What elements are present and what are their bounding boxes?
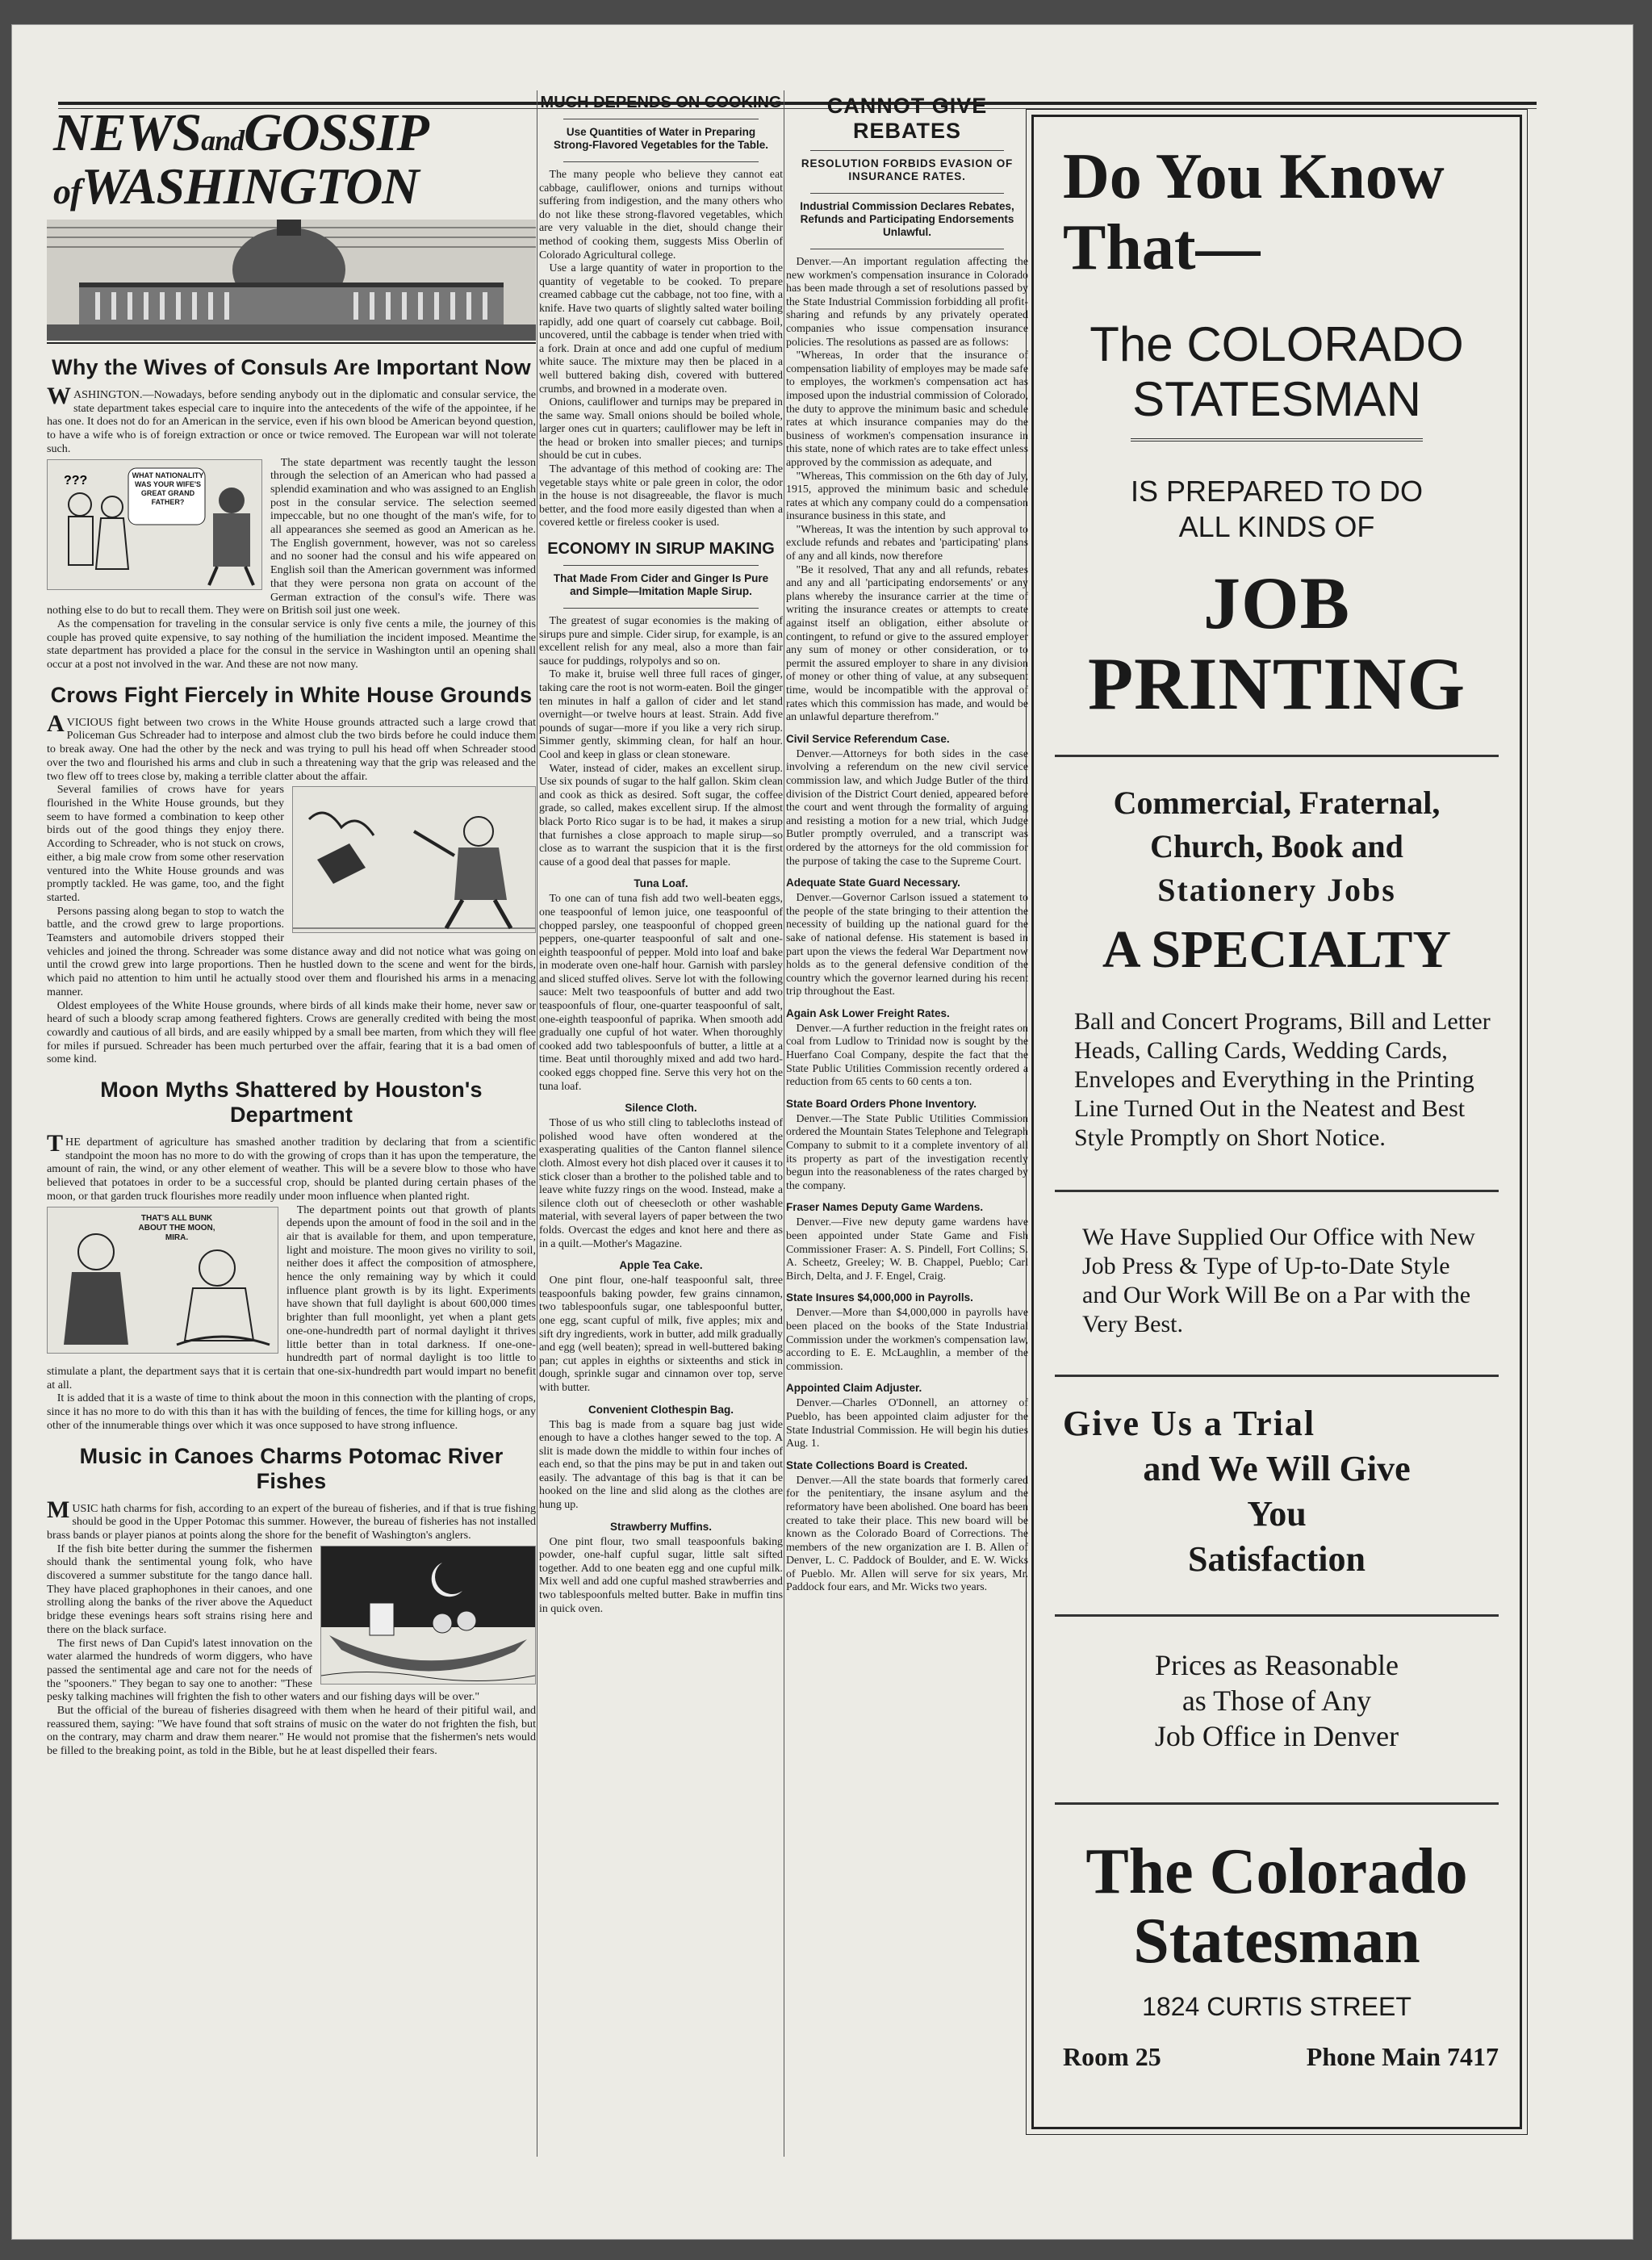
subhead-news: State Insures $4,000,000 in Payrolls. bbox=[786, 1291, 973, 1304]
deck: Industrial Commission Declares Rebates, Refunds and Participating Endorsements Unlawful. bbox=[800, 200, 1014, 238]
headline-rule bbox=[810, 150, 1004, 151]
ad-statesman: STATESMAN bbox=[1132, 372, 1421, 426]
ad-prepared: IS PREPARED TO DO bbox=[1130, 475, 1424, 508]
ad-stationery: Stationery Jobs bbox=[1157, 872, 1396, 908]
subhead-silence-cloth: Silence Cloth. bbox=[625, 1102, 697, 1115]
ad-phone: Phone Main 7417 bbox=[1306, 2042, 1499, 2071]
ad-rule bbox=[1055, 1802, 1499, 1805]
headline-sirup: ECONOMY IN SIRUP MAKING bbox=[547, 540, 775, 559]
cartoon-bubble-text: WHAT NATIONALITY WAS YOUR WIFE'S GREAT GRAND FATHER? bbox=[132, 471, 204, 506]
article-paragraph: Denver.—All the state boards that formerly cared for the penitentiary, the insane asylum and the reformatory have been abolished. One board has been created to take their place. This new board will be known as the Colorado Board of Corrections. The members of the new organization are I. B. Allen of Denver, L. C. Paddock of Boulder, and E. W. Wicks of Pueblo. Mr. Allen will serve for six years, Mr. Paddock four ears, and Mr. Wicks two years. bbox=[786, 1474, 1028, 1594]
cartoon-bubble-text: THAT'S ALL BUNK ABOUT THE MOON, MIRA. bbox=[138, 1213, 215, 1242]
article-paragraph: But the official of the bureau of fisheries disagreed with them when he heard of their pitiful wail, and reassured them, saying: "We have found that soft strains of music on the water do not frighten the fish, but on the contrary, may charm and draw them nearer." He would not promise that the fishermen's nets would be filled to the breaking point, as told in the Bible, but he at least dispelled their fears. bbox=[47, 1704, 536, 1758]
headline-music: Music in Canoes Charms Potomac River Fishes bbox=[79, 1443, 504, 1493]
ad-rule bbox=[1055, 1614, 1499, 1617]
ad-church: Church, Book and bbox=[1150, 828, 1403, 864]
article-paragraph: Those of us who still cling to tablecloths instead of polished wood have often wondered at the exasperating qualities of the Canton flannel silence cloth. Almost every hot dish placed over it causes it to stick closer than a brother to the polished table and to leave white fuzzy rings on the wood. Instead, make a silence cloth out of cheesecloth or other washable material, with several layers of paper between the two folds. Overcast the edges and knot here and there as in a quilt.—Mother's Magazine. bbox=[539, 1117, 783, 1250]
headline-rebates: CANNOT GIVE REBATES bbox=[826, 94, 988, 143]
article-paragraph: Water, instead of cider, makes an excellent sirup. Use six pounds of sugar to the half gallon. Skim clean and cook as thick as desired. Soft sugar, the coffee grade, so called, makes excellent sirup. If the almost black Porto Rico sugar is to be had, it makes a sirup that furnishes a close approach to maple sirup—so close as to warrant the suspicion that it is the first cause of a good deal that passes for maple. bbox=[539, 762, 783, 868]
canoe-cartoon bbox=[320, 1546, 536, 1685]
article-paragraph: THE department of agriculture has smashed another tradition by declaring that from a scientific standpoint the moon has no more to do with the growing of crops than it has upon the temperature, the amount of rain, the wind, or any other element of weather. This will be a severe blow to those who have believed that potatoes in order to be a successful crop, should be planted during certain phases of the moon, or that garden truck flourishes more readily under moon influence when planted right. bbox=[47, 1130, 536, 1203]
ad-prices: Prices as Reasonable bbox=[1155, 1649, 1399, 1681]
consul-cartoon bbox=[47, 459, 262, 590]
column-household bbox=[539, 90, 783, 2165]
article-paragraph: One pint flour, two small teaspoonfuls baking powder, one-half cupful sugar, little salt sifted together. Add to one beaten egg and one cupful milk. Mix well and add one cupful mashed strawberries and two tablespoonfuls melted butter. Bake in muffin tins in quick oven. bbox=[539, 1535, 783, 1615]
article-paragraph: One pint flour, one-half teaspoonful salt, three teaspoonfuls baking powder, few grains cinnamon, two tablespoonfuls sugar, one tablespoonful butter, one egg, scant cupful of milk, five apples; mix and sift dry ingredients, work in butter, add milk gradually and egg (well beaten); spread in well-buttered baking pan; cut apples in eighths or sixteenths and stick in dough, sprinkle sugar and cinnamon over top, serve with butter. bbox=[539, 1274, 783, 1394]
masthead-news: NEWS bbox=[53, 103, 202, 162]
masthead-and: and bbox=[201, 124, 245, 157]
masthead bbox=[47, 90, 536, 344]
article-paragraph: "Whereas, This commission on the 6th day of July, 1915, approved the minimum basic and schedule rates at which any company could do a compensation insurance business in this state, and bbox=[786, 470, 1028, 523]
article-paragraph: Several families of crows have for years flourished in the White House grounds, but they seem to have formed a combination to keep other birds out of the good things they enjoy there. According to Schreader, who is not stuck on crows, either, a big male crow from some other reservation ventured into the White House grounds and was promptly tackled. He was game, too, and the fight started. bbox=[47, 783, 284, 904]
ad-the-colorado-footer: The Colorado bbox=[1085, 1836, 1468, 1907]
subhead-news: State Board Orders Phone Inventory. bbox=[786, 1097, 977, 1110]
article-paragraph: Denver.—Five new deputy game wardens have been appointed under State Game and Fish Commissioner Fraser: A. S. Pindell, Fort Collins; S. A. Scheetz, Greeley; W. B. Chappel, Pueblo; Carl Birch, Delta, and J. F. Engel, Craig. bbox=[786, 1216, 1028, 1283]
subhead-muffins: Strawberry Muffins. bbox=[609, 1520, 713, 1533]
subhead-news: Again Ask Lower Freight Rates. bbox=[786, 1007, 950, 1019]
headline-cooking: MUCH DEPENDS ON COOKING bbox=[540, 94, 782, 111]
subhead-clothespin: Convenient Clothespin Bag. bbox=[588, 1403, 734, 1416]
deck: RESOLUTION FORBIDS EVASION OF INSURANCE RATES. bbox=[801, 157, 1014, 182]
ad-you: You bbox=[1247, 1494, 1307, 1534]
ad-do-you-know: Do You Know bbox=[1063, 141, 1445, 212]
article-paragraph: The greatest of sugar economies is the making of sirups pure and simple. Cider sirup, for example, is an excellent relish for any meal, also a more than fair sauce for puddings, rolypolys and so on. bbox=[539, 615, 783, 668]
article-paragraph: This bag is made from a square bag just wide enough to have a clothes hanger sewed to the top. A slit is made down the middle to within four inches of each end, so that the pins may be put in and taken out easily. The advantage of this bag is that it can be hooked on the line and slid along as the clothes are hung up. bbox=[539, 1418, 783, 1512]
article-paragraph: Persons passing along began to stop to watch the battle, and the crowd grew to large proportions. Teamsters and automobile drivers stopped their vehicles and joined the throng. Schreader was some distance away and did not notice what was going on until the crowd grew into large proportions. Then he hustled down to the scene and went for the birds, which paid no attention to him until he actually stood over them and flourished his arms in a menacing manner. bbox=[47, 904, 536, 998]
article-paragraph: The advantage of this method of cooking are: The vegetable stays white or pale green in color, the odor in the house is not disagreeable, the flavor is much better, and the food more easily digested than when a covered kettle or fireless cooker is used. bbox=[539, 463, 783, 529]
masthead-line-2 bbox=[53, 157, 419, 217]
column-colorado-news bbox=[786, 90, 1028, 2165]
article-paragraph: "Be it resolved, That any and all refunds, rebates and any and all 'participating endorsements' or any plans whereby the insurance carrier at the time of writing the insurance creates or attempts to create against itself an obligation, either absolute or contingent, to refund or give to the assured employer any sum of money or other consideration, or to permit the assured employer to share in any division of money or other thing of value, at any subsequent time, would be incompatible with the approval of rates which this commission has made, and would be an unlawful departure therefrom." bbox=[786, 563, 1028, 724]
headline-rule bbox=[563, 565, 759, 566]
article-paragraph: It is added that it is a waste of time to think about the moon in this connection with the planting of crops, since it has no more to do with this than it has with the building of fences, the time for killing hogs, or any other of the innumerable things over which it was once supposed to have strong influence. bbox=[47, 1392, 536, 1432]
ad-commercial: Commercial, Fraternal, bbox=[1113, 785, 1441, 821]
masthead-of: of bbox=[53, 172, 82, 211]
deck: Use Quantities of Water in Preparing Strong-Flavored Vegetables for the Table. bbox=[553, 126, 769, 151]
article-paragraph: The department points out that growth of plants depends upon the amount of food in the soil and in the air that is available for them, and upon temperature, light and moisture. The moon gives no virility to soil, neither does it affect the composition of atmosphere, hence the only remaining way by which it could influence plant growth is by its light. Experiments have shown that full daylight is about 600,000 times brighter than full moonlight, yet when a plant gets one-one-hundredth part of normal daylight it thrives little better than in total darkness. If one-one-hundredth part of normal daylight is too little to stimulate a plant, the department says that it is certain that one-six-hundredth part would impart no benefit at all. bbox=[47, 1203, 536, 1392]
article-paragraph: Denver.—The State Public Utilities Commission ordered the Mountain States Telephone and Telegraph Company to submit to it a complete inventory of all its property as part of the investigation recently begun into the reasonableness of the rates charged by the company. bbox=[786, 1112, 1028, 1192]
crows-cartoon bbox=[292, 786, 536, 933]
moon-cartoon bbox=[47, 1207, 278, 1354]
article-paragraph: The many people who believe they cannot eat cabbage, cauliflower, onions and turnips without suffering from indigestion, and the many others who do not like these strong-flavored vegetables, which are very valuable in the diet, should change their method of cooking them, suggests Miss Oberlin of Colorado Agricultural college. bbox=[539, 169, 783, 262]
ad-rule bbox=[1055, 1190, 1499, 1192]
article-paragraph: The first news of Dan Cupid's latest innovation on the water alarmed the hundreds of worm diggers, who have passed the sentimental age and care not for the needs of the "spooners." They began to say one to another: "These pesky talking machines will frighten the fish to other waters and our fishing days will be over." bbox=[47, 1636, 480, 1704]
ad-rule bbox=[1131, 438, 1423, 442]
ad-contact-row bbox=[1063, 2042, 1499, 2072]
subhead-news: State Collections Board is Created. bbox=[786, 1459, 968, 1471]
article-paragraph: As the compensation for traveling in the consular service is only five cents a mile, the journey of this couple has proved quite expensive, to say nothing of the humiliation the incident imposed. Meantime the state department has provided a place for the consul in the service in Washington until an opening shall occur at a post not involved in the war. And these are not now many. bbox=[47, 617, 536, 672]
article-paragraph: Denver.—More than $4,000,000 in payrolls have been placed on the books of the State Industrial Commission under the workmen's compensation law, according to E. E. McLaughlin, a member of the commission. bbox=[786, 1307, 1028, 1373]
subhead-news: Civil Service Referendum Case. bbox=[786, 732, 950, 745]
article-paragraph: Denver.—Attorneys for both sides in the case involving a referendum on the new civil service commission law, and which Judge Butler of the third division of the District Court denied, appeared before the court and went through the formality of arguing and resisting a motion for a new trial, which Judge Butler promptly overruled, and a transcript was ordered by the attorneys for the old commission for the purpose of taking the case to the Supreme Court. bbox=[786, 747, 1028, 868]
article-paragraph: To make it, bruise well three full races of ginger, taking care the root is not worm-eaten. Boil the ginger ten minutes in half a gallon of cider and let stand overnight—or twelve hours at least. Strain. Add five pounds of sugar—more if you like a very rich sirup. Simmer gently, skimming clean, for half an hour. Cool and keep in glass or clean stoneware. bbox=[539, 668, 783, 761]
subhead-tuna: Tuna Loaf. bbox=[634, 877, 688, 890]
cartoon-marks: ??? bbox=[64, 473, 88, 488]
subhead-news: Appointed Claim Adjuster. bbox=[786, 1382, 922, 1395]
ad-those-of-any: as Those of Any bbox=[1181, 1685, 1372, 1717]
column-washington-gossip bbox=[47, 90, 536, 2165]
subhead-apple-cake: Apple Tea Cake. bbox=[619, 1259, 703, 1272]
article-paragraph: Denver.—Governor Carlson issued a statement to the people of the state bringing to their attention the necessity of building up the national guard for the sake of national defense. His statement is based in part upon the views the federal War Department now holds as to the general defensive condition of the country which the governor learned during his recent trip throughout the East. bbox=[786, 892, 1028, 998]
masthead-washington: WASHINGTON bbox=[81, 157, 419, 215]
article-paragraph: AVICIOUS fight between two crows in the White House grounds attracted such a large crowd that Policeman Gus Schreader had to interpose and almost club the two birds before he could induce them to break away. One had the other by the neck and was trying to pull his head off when Schreader stood over the two and flourished his arms and club in such a threatening way that the grip was released and the two flew off to trees close by, making a terrible clatter about the affair. bbox=[47, 709, 536, 783]
headline-consuls: Why the Wives of Consuls Are Important Now bbox=[52, 355, 531, 379]
ad-rule bbox=[1055, 1375, 1499, 1377]
article-paragraph: Use a large quantity of water in proportion to the quantity of vegetable to be cooked. To prepare creamed cabbage cut the cabbage, not too fine, with a knife. Have two quarts of slightly salted water boiling rapidly, add one quart of coarsely cut cabbage. Boil, uncovered, until the cabbage is tender when tried with a fork. Drain at once and add one cupful of medium white sauce. The mixture may then be placed in a well buttered baking dish, covered with buttered crumbs, and browned in a moderate oven. bbox=[539, 262, 783, 396]
ad-we-will-give: and We Will Give bbox=[1143, 1449, 1411, 1488]
ad-address: 1824 CURTIS STREET bbox=[1142, 1992, 1412, 2021]
article-paragraph: Denver.—A further reduction in the freight rates on coal from Ludlow to Trinidad now is sought by the Huerfano Coal Company, despite the fact that the State Public Utilities Commission recently ordered a reduction from 65 cents to 60 cents a ton. bbox=[786, 1022, 1028, 1089]
ad-satisfaction: Satisfaction bbox=[1188, 1539, 1366, 1579]
ad-all-kinds: ALL KINDS OF bbox=[1178, 510, 1375, 543]
ad-give-us-trial: Give Us a Trial bbox=[1063, 1404, 1316, 1443]
article-paragraph: Oldest employees of the White House grounds, where birds of all kinds make their home, never saw or heard of such a bloody scrap among feathered fighters. Crows are generally credited with being the most cowardly and cautious of all birds, and are easily whipped by a small bee marten, from which they will flee for miles if pursued. Schreader has been much perturbed over the affair, fearing that it is a bad omen of some kind. bbox=[47, 998, 536, 1066]
article-paragraph: Denver.—Charles O'Donnell, an attorney of Pueblo, has been appointed claim adjuster for the State Industrial Commission. He will begin his duties Aug. 1. bbox=[786, 1397, 1028, 1450]
article-paragraph: If the fish bite better during the summer the fishermen should thank the sentimental young folk, who have discovered a summer substitute for the tango dance hall. They have placed graphophones in their canoes, and one strolling along the banks of the river above the Aqueduct bridge these evenings hears soft strains rising here and there on the black surface. bbox=[47, 1542, 312, 1636]
headline-rule bbox=[810, 193, 1004, 194]
ad-job-office: Job Office in Denver bbox=[1154, 1720, 1399, 1752]
ad-that: That— bbox=[1063, 212, 1261, 283]
subhead-news: Fraser Names Deputy Game Wardens. bbox=[786, 1201, 984, 1214]
capitol-illustration bbox=[47, 220, 536, 341]
article-paragraph: Onions, cauliflower and turnips may be prepared in the same way. Small onions should be boiled whole, larger ones cut in quarters; cauliflower may be left in the head or broken into smaller pieces; and turnips should be cut in cubes. bbox=[539, 396, 783, 462]
subhead-news: Adequate State Guard Necessary. bbox=[786, 877, 960, 889]
statesman-advertisement bbox=[1031, 115, 1522, 2129]
deck: That Made From Cider and Ginger Is Pure and Simple—Imitation Maple Sirup. bbox=[553, 572, 769, 598]
article-paragraph: "Whereas, In order that the insurance of compensation liability of employes may be made safe to employes, the workmen's compensation act has imposed upon the industrial commission of Colorado, the duty to approve the minimum basic and schedule rates at which insurance companies may do the business of workmen's compensation insurance in this state, none of which rates are to take effect unless approved by the commission as adequate, and bbox=[786, 349, 1028, 469]
ad-room: Room 25 bbox=[1063, 2042, 1161, 2071]
ad-products: Ball and Concert Programs, Bill and Letter Heads, Calling Cards, Wedding Cards, Envelopes and Everything in the Printing Line Turned Out in the Neatest and Best Style Promptly on Short Notice. bbox=[1074, 1008, 1491, 1151]
headline-crows: Crows Fight Fiercely in White House Grounds bbox=[50, 682, 533, 707]
headline-rule bbox=[563, 161, 759, 162]
ad-statesman-footer: Statesman bbox=[1133, 1906, 1420, 1977]
article-paragraph: MUSIC hath charms for fish, according to an expert of the bureau of fisheries, and if that is true fishing should be good in the Upper Potomac this summer. However, the bureau of fisheries has not installed brass bands or player pianos at points along the shore for the benefit of Washington's anglers. bbox=[47, 1496, 536, 1542]
article-paragraph: "Whereas, It was the intention by such approval to exclude refunds and rebates and 'participating' plans of any and all kinds, now therefore bbox=[786, 523, 1028, 563]
article-paragraph: Denver.—An important regulation affecting the new workmen's compensation insurance in Colorado has been made through a set of resolutions passed by the State Industrial Commission forbidding all profit-sharing and refunds by any privately operated companies who issue compensation insurance policies. The resolutions as passed are as follows: bbox=[786, 256, 1028, 349]
ad-new-press: We Have Supplied Our Office with New Job Press & Type of Up-to-Date Style and Our Work Will Be on a Par with the Very Best. bbox=[1082, 1224, 1475, 1337]
ad-rule bbox=[1055, 755, 1499, 757]
article-paragraph: To one can of tuna fish add two well-beaten eggs, one teaspoonful of lemon juice, one teaspoonful of chopped parsley, one teaspoonful of chopped green peppers, one-quarter teaspoonful of salt and one-eighth teaspoonful of pepper. Mold into loaf and bake in moderate oven one-half hour. Garnish with parsley and sliced stuffed olives. Serve lot with the following sauce: Melt two teaspoonfuls of butter and add two teaspoonfuls of flour, one-quarter teaspoonful of salt, one-eighth teaspoonful of paprika. When smooth add gradually one cupful of hot water. When thoroughly cooked add two tablespoonfuls of butter, a little at a time. Beat until thoroughly mixed and add two hard-cooked eggs chopped fine. Serve this very hot on the tuna loaf. bbox=[539, 893, 783, 1093]
headline-rule bbox=[563, 608, 759, 609]
ad-the-colorado: The COLORADO bbox=[1089, 317, 1464, 371]
masthead-gossip: GOSSIP bbox=[244, 103, 429, 162]
ad-job-printing: JOB PRINTING bbox=[1087, 562, 1466, 725]
article-paragraph: WASHINGTON.—Nowadays, before sending anybody out in the diplomatic and consular service, the state department takes especial care to inquire into the antecedents of the wife of the appointee, if he has one. It does not do for an American in the service, even if his own blood be American beyond question, to have a wife who is of foreign extraction or once or twice removed. The European war will not tolerate such. bbox=[47, 383, 536, 455]
ad-specialty: A SPECIALTY bbox=[1102, 920, 1452, 979]
article-paragraph: The state department was recently taught the lesson through the selection of an American who had passed a splendid examination and who was assigned to an English post in the consular service. The selection seemed impeccable, but no one thought of the man's wife, for to all appearances she seemed as good an American as he. The English government, however, was not so careless and no sooner had the consul and his wife appeared on English soil than the American government was informed that they were persona non grata on account of the German extraction of the consul's wife. There was nothing else to do but to recall them. They were on British soil just one week. bbox=[47, 455, 536, 617]
headline-moon: Moon Myths Shattered by Houston's Department bbox=[100, 1078, 483, 1128]
